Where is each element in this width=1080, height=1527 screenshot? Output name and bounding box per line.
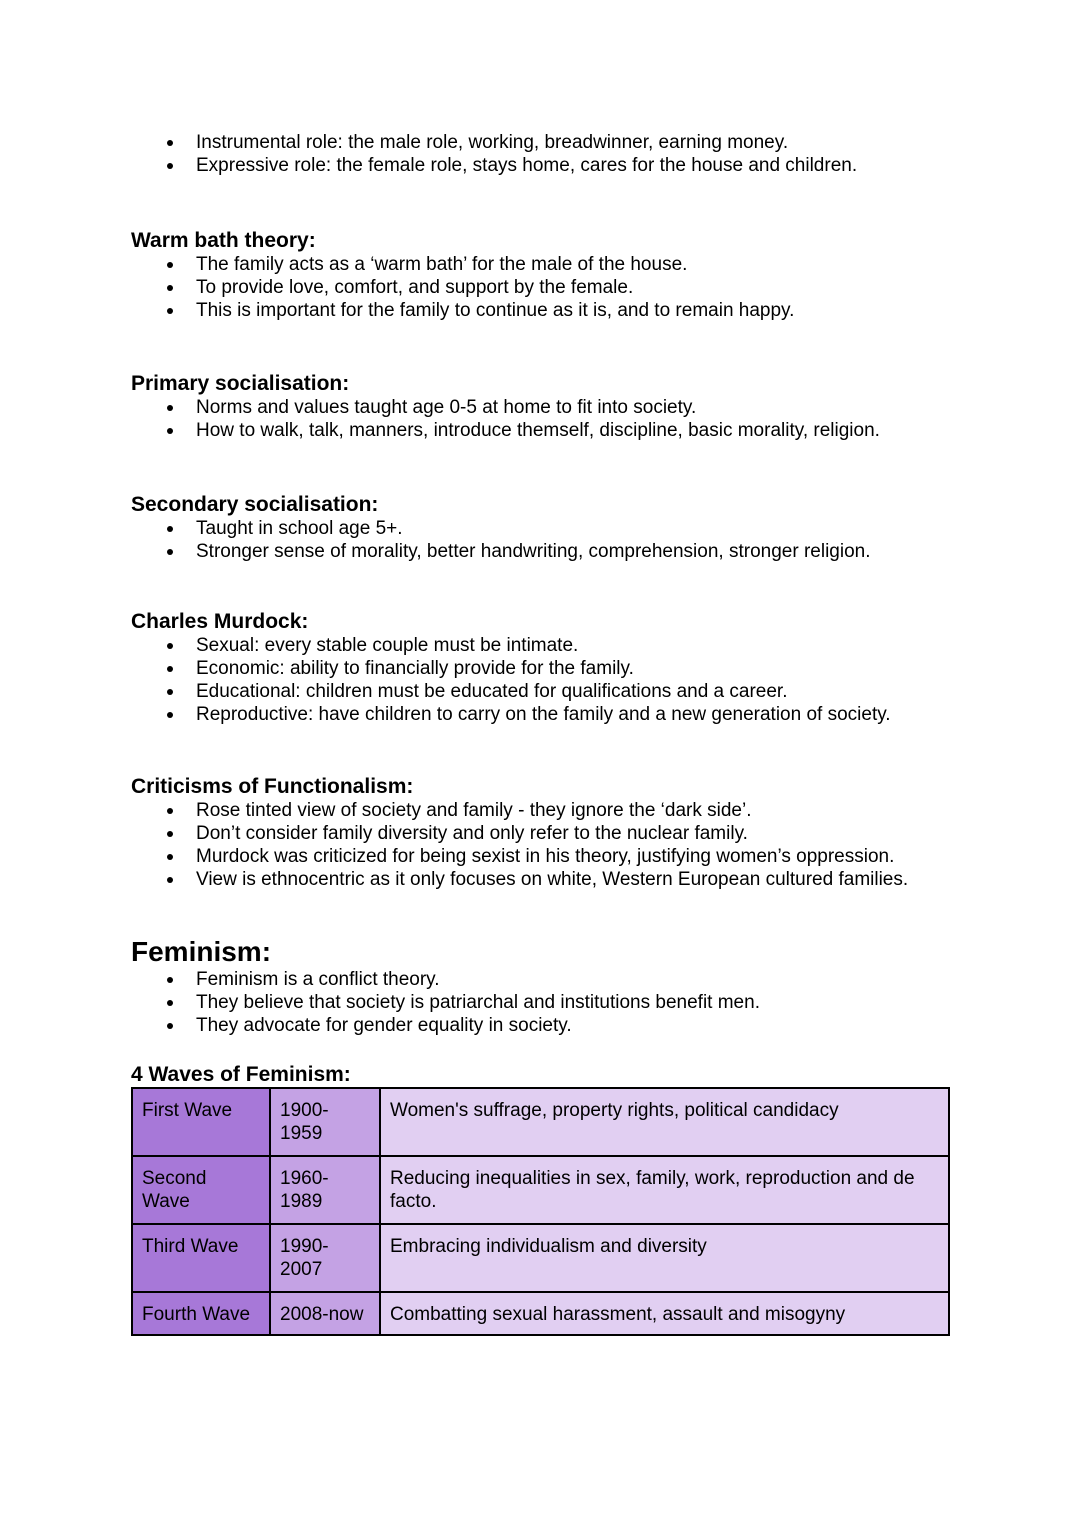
bullet-icon <box>167 712 173 718</box>
bullet-icon <box>167 977 173 983</box>
list-item: Educational: children must be educated for qualifications and a career. <box>131 680 961 703</box>
bullet-icon <box>167 689 173 695</box>
section-heading: Criticisms of Functionalism: <box>131 775 414 798</box>
waves-table <box>131 1087 950 1336</box>
list-item: Norms and values taught age 0-5 at home to fit into society. <box>131 396 961 419</box>
list-item: They advocate for gender equality in society. <box>131 1014 961 1037</box>
feminism-list <box>131 968 961 1037</box>
list-item: Reproductive: have children to carry on the family and a new generation of society. <box>131 703 961 726</box>
bullet-icon <box>167 1023 173 1029</box>
bullet-icon <box>167 526 173 532</box>
table-row <box>132 1156 949 1224</box>
list-item: This is important for the family to continue as it is, and to remain happy. <box>131 299 961 322</box>
bullet-icon <box>167 854 173 860</box>
table-row <box>132 1224 949 1292</box>
bullet-icon <box>167 808 173 814</box>
bullet-icon <box>167 428 173 434</box>
bullet-icon <box>167 308 173 314</box>
bullet-icon <box>167 285 173 291</box>
bullet-icon <box>167 163 173 169</box>
section-heading: 4 Waves of Feminism: <box>131 1063 351 1086</box>
bullet-icon <box>167 262 173 268</box>
list-item: Sexual: every stable couple must be intimate. <box>131 634 961 657</box>
bullet-icon <box>167 666 173 672</box>
years-cell: 2008-now <box>270 1292 380 1335</box>
warm-bath-section <box>131 229 961 322</box>
list-item: Taught in school age 5+. <box>131 517 961 540</box>
feminism-section <box>131 936 961 1037</box>
warm-bath-list <box>131 253 961 322</box>
intro-list <box>131 131 961 177</box>
list-item: Stronger sense of morality, better handwriting, comprehension, stronger religion. <box>131 540 961 563</box>
description-cell: Embracing individualism and diversity <box>380 1224 949 1292</box>
bullet-icon <box>167 405 173 411</box>
bullet-icon <box>167 549 173 555</box>
secondary-list <box>131 517 961 563</box>
bullet-icon <box>167 831 173 837</box>
wave-cell: Second Wave <box>132 1156 270 1224</box>
wave-cell: Fourth Wave <box>132 1292 270 1335</box>
bullet-icon <box>167 1000 173 1006</box>
section-heading: Primary socialisation: <box>131 372 350 395</box>
section-heading: Warm bath theory: <box>131 229 316 252</box>
list-item: View is ethnocentric as it only focuses on white, Western European cultured families. <box>131 868 961 891</box>
years-cell: 1900- 1959 <box>270 1088 380 1156</box>
wave-cell: Third Wave <box>132 1224 270 1292</box>
primary-socialisation-section <box>131 372 961 442</box>
list-item: Don’t consider family diversity and only refer to the nuclear family. <box>131 822 961 845</box>
list-item: Feminism is a conflict theory. <box>131 968 961 991</box>
list-item: Economic: ability to financially provide for the family. <box>131 657 961 680</box>
bullet-icon <box>167 877 173 883</box>
bullet-icon <box>167 643 173 649</box>
page-title: Feminism: <box>131 936 272 967</box>
list-item: They believe that society is patriarchal and institutions benefit men. <box>131 991 961 1014</box>
criticisms-section <box>131 775 961 891</box>
description-cell: Combatting sexual harassment, assault and misogyny <box>380 1292 949 1335</box>
table-row <box>132 1088 949 1156</box>
description-cell: Women's suffrage, property rights, political candidacy <box>380 1088 949 1156</box>
section-heading: Charles Murdock: <box>131 610 309 633</box>
criticisms-list <box>131 799 961 891</box>
description-cell: Reducing inequalities in sex, family, work, reproduction and de facto. <box>380 1156 949 1224</box>
list-item: To provide love, comfort, and support by the female. <box>131 276 961 299</box>
years-cell: 1960- 1989 <box>270 1156 380 1224</box>
waves-section <box>131 1063 961 1087</box>
intro-section <box>131 131 961 177</box>
wave-cell: First Wave <box>132 1088 270 1156</box>
list-item: The family acts as a ‘warm bath’ for the male of the house. <box>131 253 961 276</box>
section-heading: Secondary socialisation: <box>131 493 379 516</box>
table-row <box>132 1292 949 1335</box>
murdock-section <box>131 610 961 726</box>
murdock-list <box>131 634 961 726</box>
secondary-socialisation-section <box>131 493 961 563</box>
list-item: How to walk, talk, manners, introduce themself, discipline, basic morality, religion. <box>131 419 961 442</box>
bullet-icon <box>167 140 173 146</box>
list-item: Instrumental role: the male role, working, breadwinner, earning money. <box>131 131 961 154</box>
list-item: Expressive role: the female role, stays home, cares for the house and children. <box>131 154 961 177</box>
list-item: Murdock was criticized for being sexist in his theory, justifying women’s oppression. <box>131 845 961 868</box>
list-item: Rose tinted view of society and family - they ignore the ‘dark side’. <box>131 799 961 822</box>
primary-list <box>131 396 961 442</box>
years-cell: 1990- 2007 <box>270 1224 380 1292</box>
